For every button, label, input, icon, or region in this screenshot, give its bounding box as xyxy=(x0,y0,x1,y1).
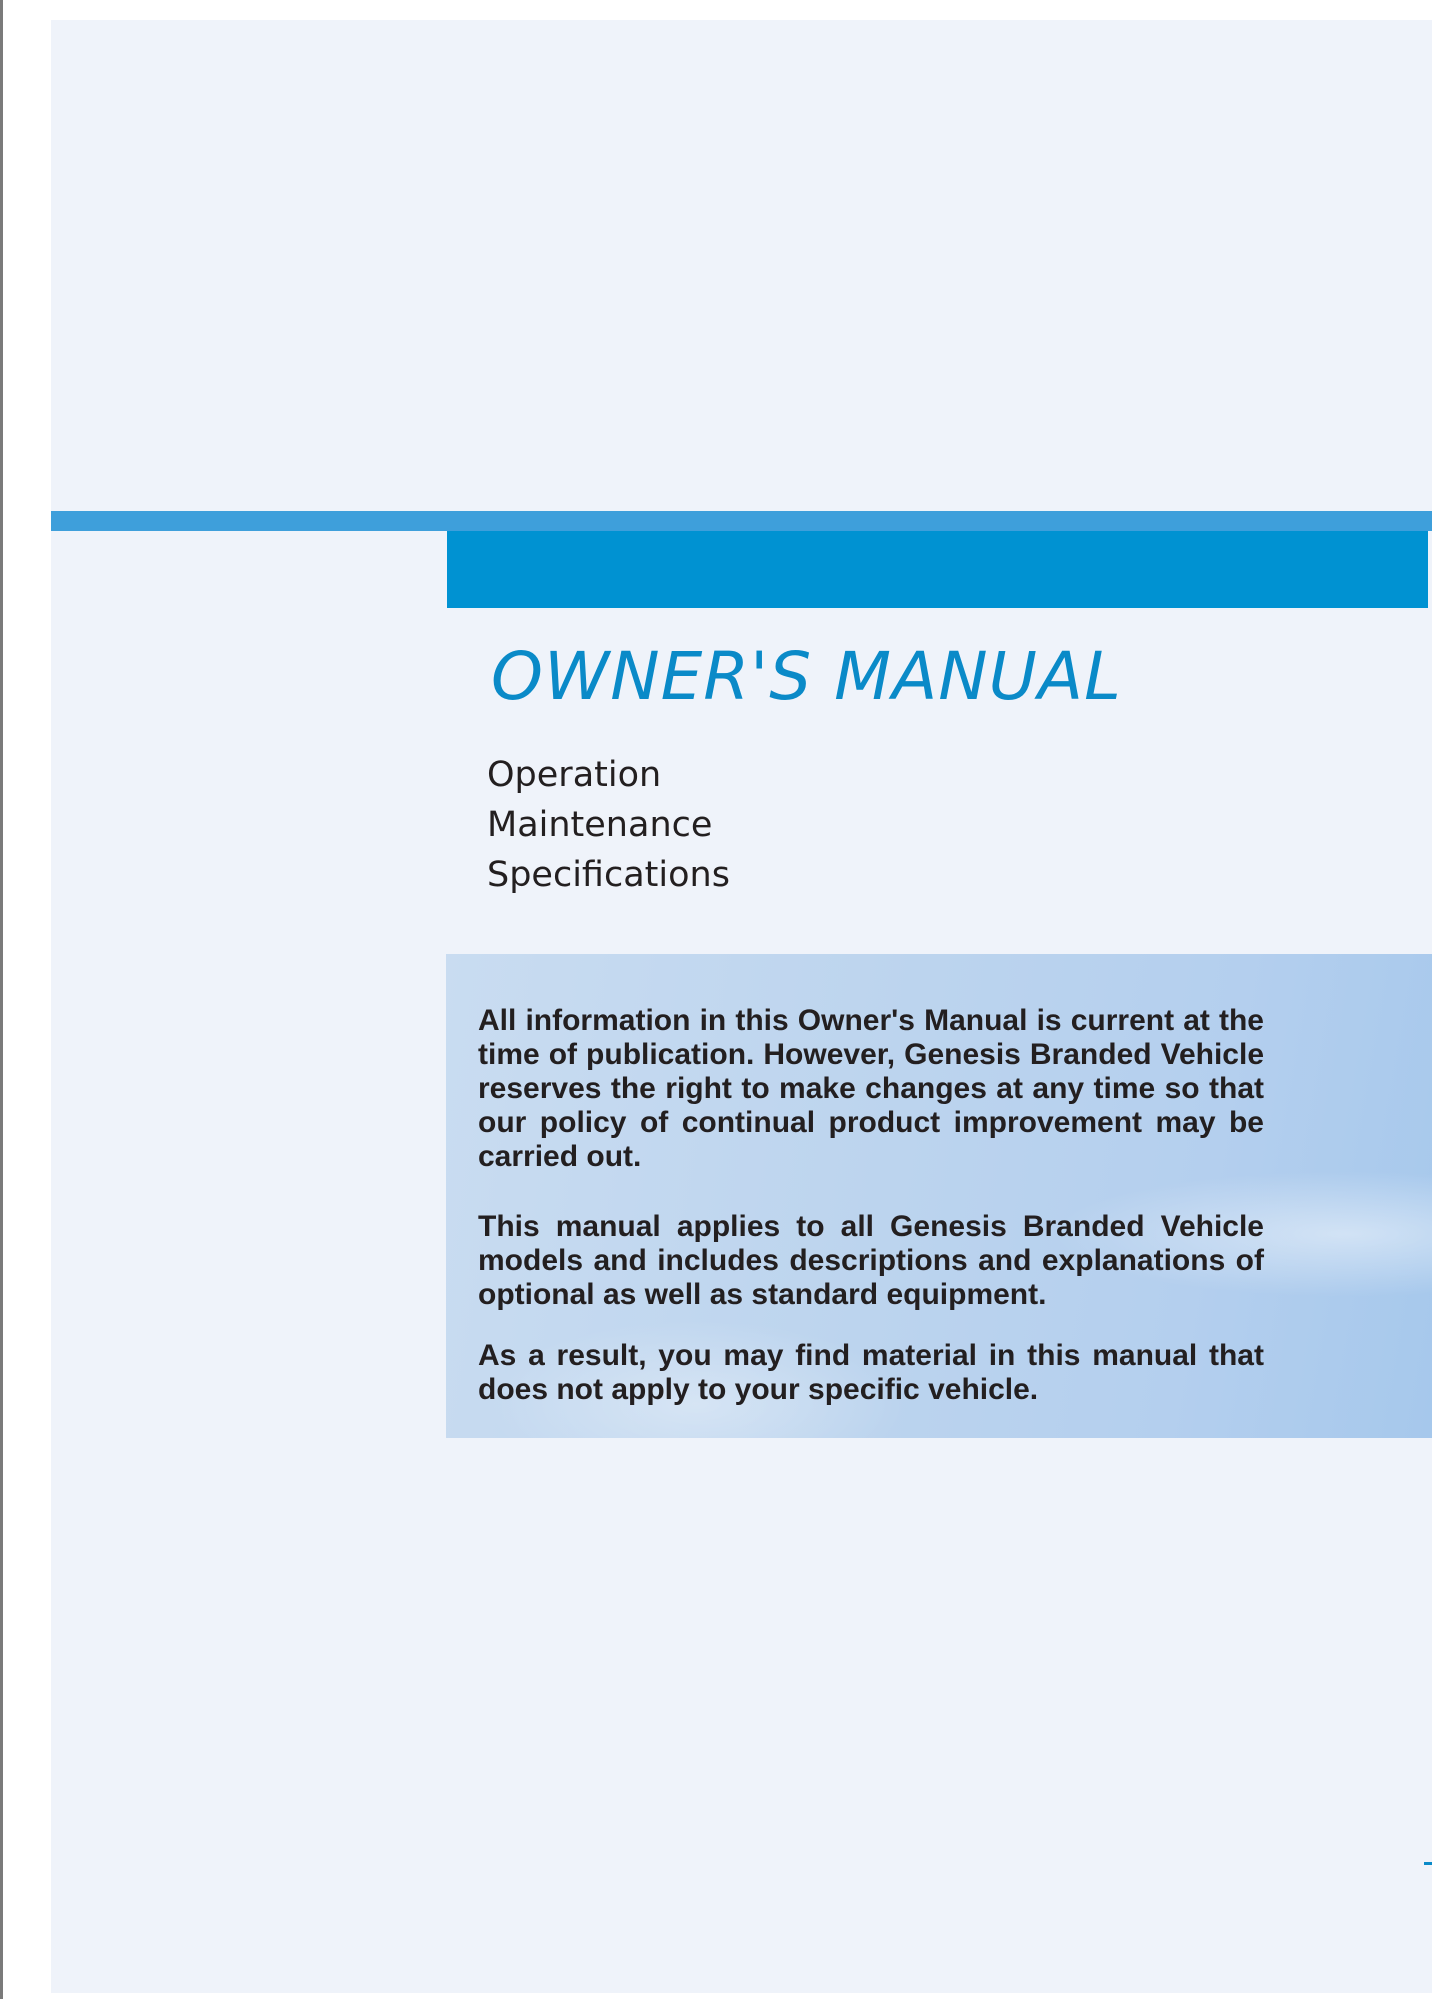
notice-paragraph-1: All information in this Owner's Manual is current at the time of publication. However, Genesis Branded Vehicle reserves the right to make changes at any time so that our policy of continual product improvement may be carried out. xyxy=(478,1004,1264,1173)
viewer-left-edge xyxy=(0,0,3,1999)
notice-paragraph-3: As a result, you may find material in this manual that does not apply to your specific vehicle. xyxy=(478,1339,1264,1406)
top-rule xyxy=(51,511,1432,531)
contents-item-maintenance: Maintenance xyxy=(487,805,713,845)
title-bar xyxy=(447,531,1428,608)
corner-tick-mark xyxy=(1424,1862,1432,1865)
page-title: OWNER'S MANUAL xyxy=(491,638,1122,715)
contents-item-specifications: Specifications xyxy=(487,855,730,895)
contents-list xyxy=(487,750,730,900)
manual-cover-page xyxy=(51,20,1432,1993)
notice-paragraph-2: This manual applies to all Genesis Branded Vehicle models and includes descriptions and explanations of optional as well as standard equipment. xyxy=(478,1210,1264,1311)
notice-panel xyxy=(446,954,1432,1438)
contents-item-operation: Operation xyxy=(487,755,662,795)
